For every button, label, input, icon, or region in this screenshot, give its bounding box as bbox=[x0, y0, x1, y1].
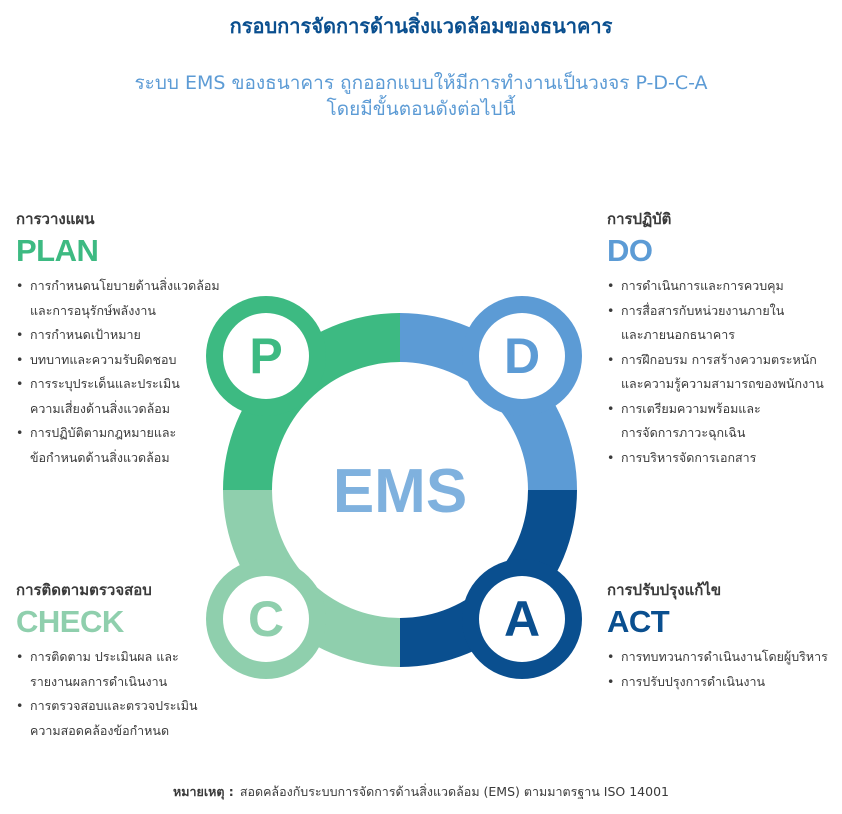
do-section bbox=[607, 207, 837, 470]
check-english-heading: CHECK bbox=[16, 604, 124, 639]
subtitle-line-1: ระบบ EMS ของธนาคาร ถูกออกแบบให้มีการทำงานเป็นวงจร P-D-C-A bbox=[134, 72, 708, 94]
check-list-item bbox=[16, 694, 226, 743]
check-list-item-line: • การตรวจสอบและตรวจประเมิน bbox=[30, 698, 198, 713]
footnote-text: สอดคล้องกับระบบการจัดการด้านสิ่งแวดล้อม (EMS) ตามมาตรฐาน ISO 14001 bbox=[239, 784, 669, 799]
plan-english-heading: PLAN bbox=[16, 233, 99, 268]
ems-center-label: EMS bbox=[332, 457, 468, 526]
do-list-item bbox=[607, 348, 837, 397]
do-list-item-line: • การสื่อสารกับหน่วยงานภายใน bbox=[621, 302, 785, 318]
subtitle-line-2: โดยมีขั้นตอนดังต่อไปนี้ bbox=[326, 98, 516, 120]
plan-list-item-line: • การกำหนดนโยบายด้านสิ่งแวดล้อม bbox=[30, 278, 220, 293]
check-list-item-line: ความสอดคล้องข้อกำหนด bbox=[30, 722, 170, 738]
act-section bbox=[607, 578, 837, 694]
plan-list-item-line: • บทบาทและความรับผิดชอบ bbox=[30, 351, 177, 367]
check-list-item bbox=[16, 645, 226, 694]
act-list bbox=[607, 645, 837, 694]
do-list-item-line: • การฝึกอบรม การสร้างความตระหนัก bbox=[621, 351, 817, 367]
plan-list-item-line: ข้อกำหนดด้านสิ่งแวดล้อม bbox=[30, 449, 170, 465]
act-thai-heading: การปรับปรุงแก้ไข bbox=[607, 581, 722, 599]
do-list-item-line: และภายนอกธนาคาร bbox=[621, 327, 735, 342]
do-badge-letter: D bbox=[503, 328, 541, 384]
plan-list-item-line: • การปฏิบัติตามกฎหมายและ bbox=[30, 425, 177, 440]
do-badge bbox=[462, 296, 582, 416]
do-list-item bbox=[607, 446, 837, 471]
plan-list-item-line: • การกำหนดเป้าหมาย bbox=[30, 327, 141, 342]
do-english-heading: DO bbox=[607, 233, 653, 268]
footnote-label: หมายเหตุ : bbox=[173, 784, 234, 799]
do-list-item-line: การจัดการภาวะฉุกเฉิน bbox=[621, 425, 746, 440]
do-list-item bbox=[607, 299, 837, 348]
check-badge-letter: C bbox=[247, 591, 285, 647]
pdca-cycle-diagram bbox=[200, 290, 600, 690]
do-list-item-line: • การเตรียมความพร้อมและ bbox=[621, 400, 761, 416]
act-list-item bbox=[607, 670, 837, 695]
act-english-heading: ACT bbox=[607, 604, 670, 639]
do-list-item-line: • การบริหารจัดการเอกสาร bbox=[621, 449, 757, 465]
plan-list-item-line: ความเสี่ยงด้านสิ่งแวดล้อม bbox=[30, 400, 170, 416]
plan-badge bbox=[206, 296, 326, 416]
plan-badge-letter: P bbox=[249, 328, 283, 384]
act-list-item-line: • การทบทวนการดำเนินงานโดยผู้บริหาร bbox=[621, 649, 828, 664]
plan-list-item-line: และการอนุรักษ์พลังงาน bbox=[30, 302, 156, 318]
check-badge bbox=[206, 559, 326, 679]
do-list-item-line: และความรู้ความสามารถของพนักงาน bbox=[621, 376, 824, 391]
do-list bbox=[607, 274, 837, 470]
footnote bbox=[0, 782, 842, 802]
subtitle bbox=[0, 70, 842, 122]
plan-thai-heading: การวางแผน bbox=[16, 210, 95, 228]
do-list-item-line: • การดำเนินการและการควบคุม bbox=[621, 278, 784, 293]
act-badge bbox=[462, 559, 582, 679]
do-thai-heading: การปฏิบัติ bbox=[607, 210, 672, 228]
check-list-item-line: • การติดตาม ประเมินผล และ bbox=[30, 649, 179, 664]
do-list-item bbox=[607, 397, 837, 446]
check-list bbox=[16, 645, 226, 743]
check-section bbox=[16, 578, 226, 743]
act-list-item bbox=[607, 645, 837, 670]
check-list-item-line: รายงานผลการดำเนินงาน bbox=[30, 673, 168, 689]
do-list-item bbox=[607, 274, 837, 299]
act-badge-letter: A bbox=[503, 591, 541, 647]
page-title: กรอบการจัดการด้านสิ่งแวดล้อมของธนาคาร bbox=[229, 14, 613, 38]
act-list-item-line: • การปรับปรุงการดำเนินงาน bbox=[621, 673, 766, 689]
plan-list-item-line: • การระบุประเด็นและประเมิน bbox=[30, 376, 180, 391]
check-thai-heading: การติดตามตรวจสอบ bbox=[16, 581, 152, 599]
